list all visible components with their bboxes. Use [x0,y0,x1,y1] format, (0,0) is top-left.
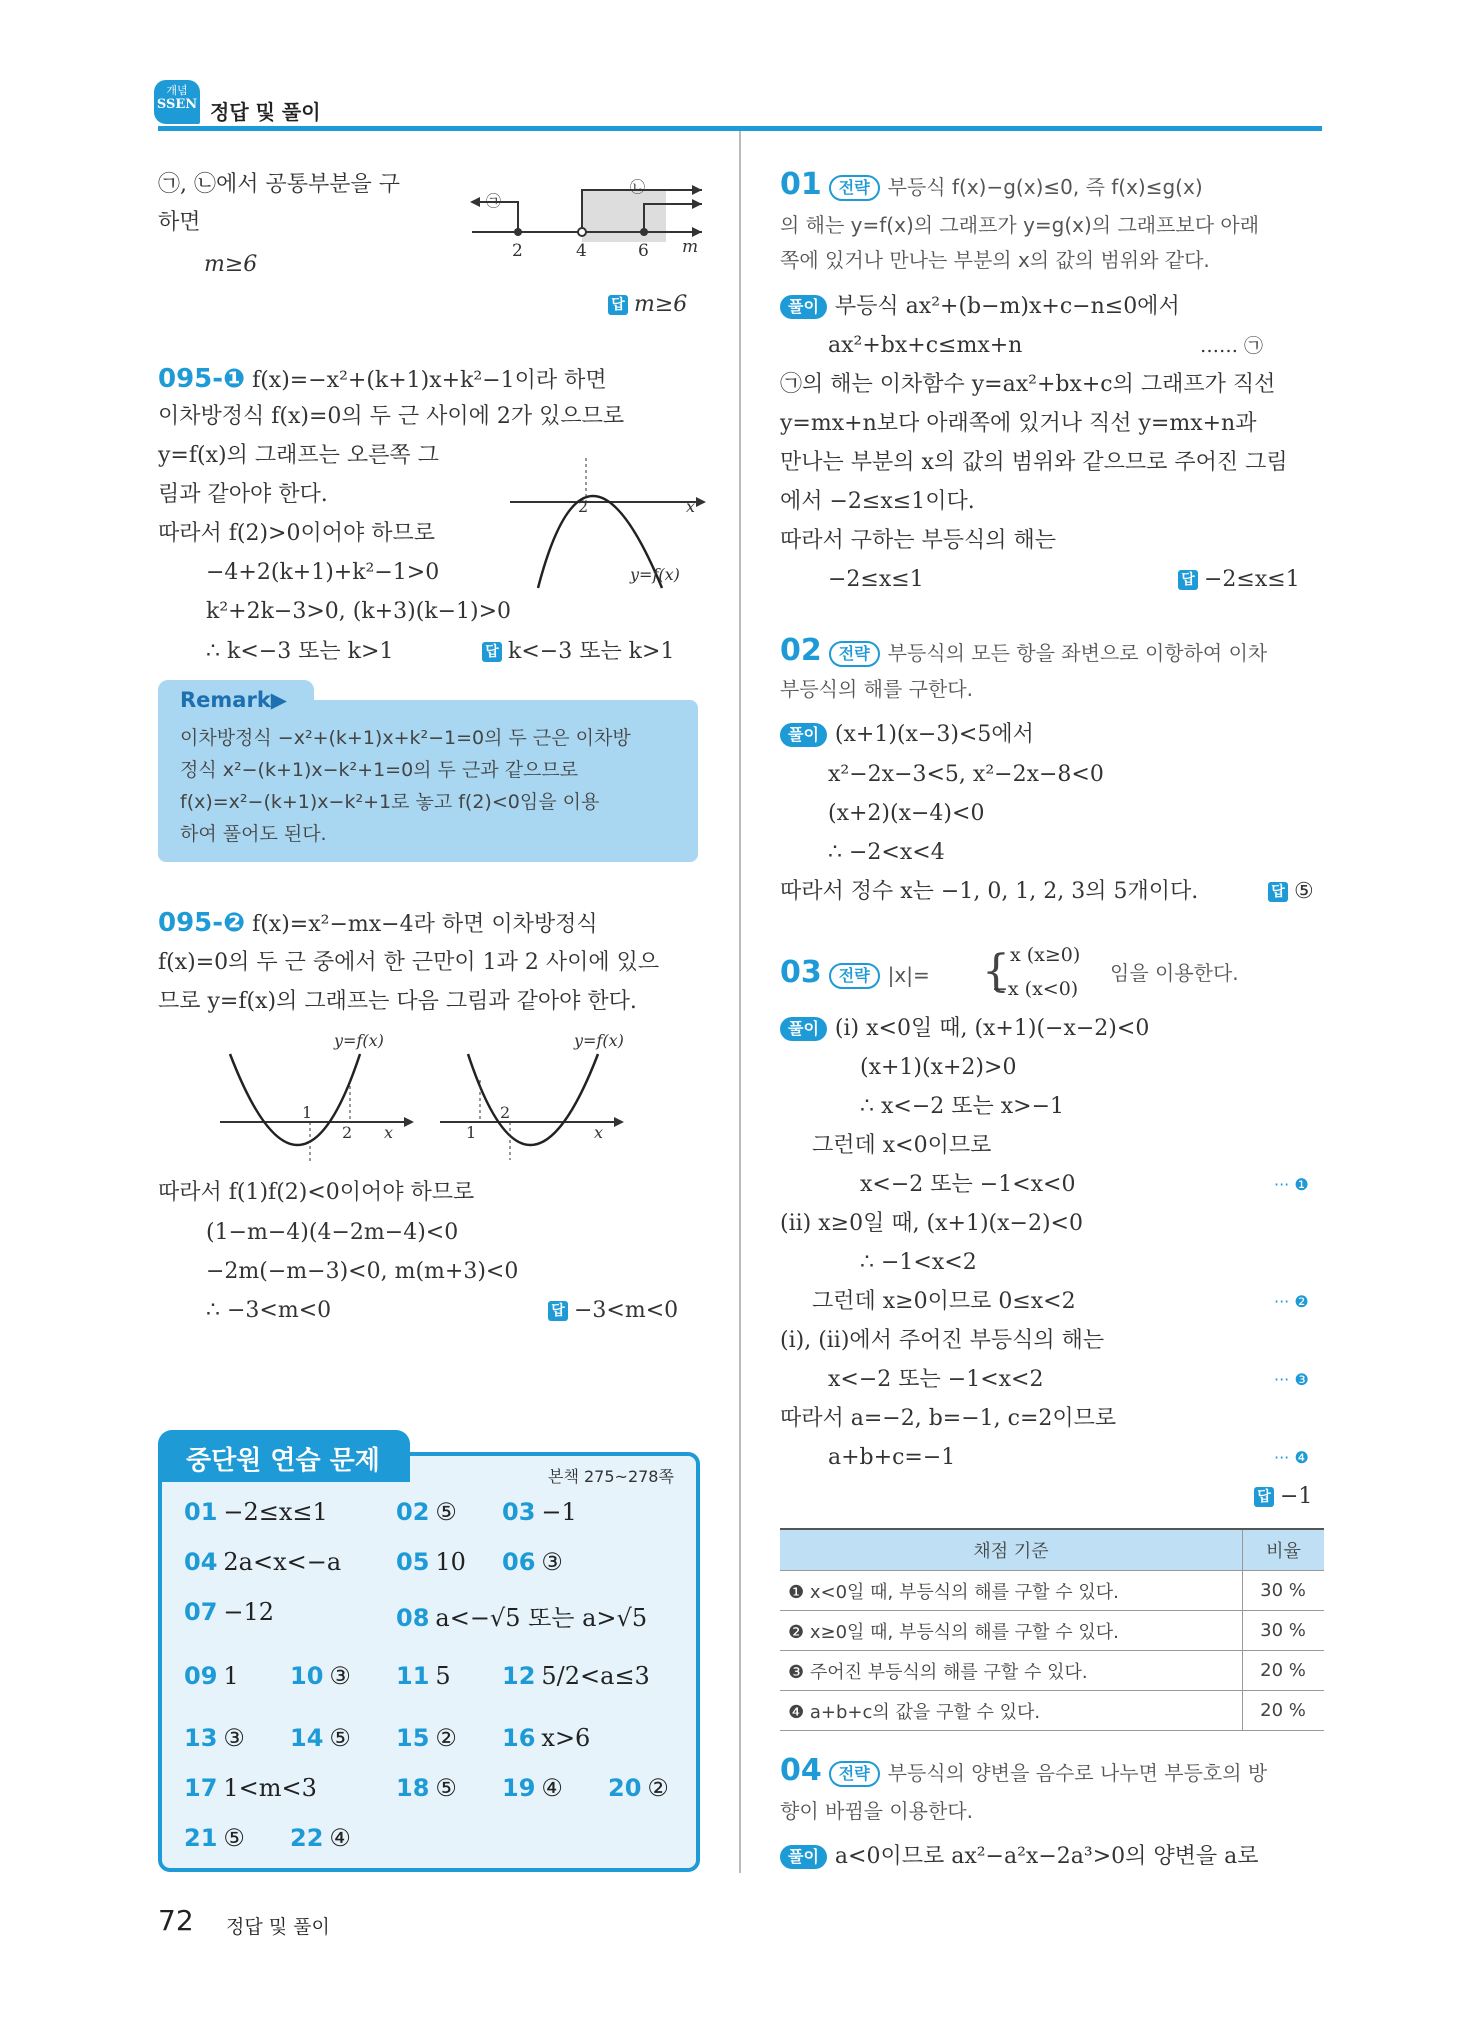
summary-item: 21 ⑤ [184,1824,245,1852]
problem-text: f(x)=0의 두 근 중에서 한 근만이 1과 2 사이에 있으 [158,950,660,975]
summary-item: 07 −12 [184,1598,275,1626]
graph-label: 2 [342,1123,353,1142]
solution-text: y=mx+n보다 아래쪽에 있거나 직선 y=mx+n과 [780,411,1257,436]
summary-item: 13 ③ [184,1724,245,1752]
page-number: 72 [158,1904,194,1937]
summary-item: 02 ⑤ [396,1498,457,1526]
strategy-text: |x|= [887,963,930,987]
answer-line [1268,877,1314,907]
solution-text: 만나는 부분의 x의 값의 범위와 같으므로 주어진 그림 [780,450,1288,475]
strategy-text: 부등식 f(x)−g(x)≤0, 즉 f(x)≤g(x) [887,175,1203,199]
nl-label: m [682,237,699,257]
solution-text: x<−2 또는 −1<x<2 [828,1367,1044,1392]
footer-title: 정답 및 풀이 [226,1916,330,1938]
question-number: 02 [780,633,822,668]
solution-text: −2≤x≤1 [828,567,924,592]
solution-text: ㉠의 해는 이차함수 y=ax²+bx+c의 그래프가 직선 [780,372,1276,397]
answer-line [482,637,674,667]
left-line: ㉠, ㉡에서 공통부분을 구 [158,172,400,197]
answer-line [1254,1482,1312,1512]
graph-label: 1 [302,1103,313,1122]
brace: { [982,946,1010,997]
problem-text: 므로 y=f(x)의 그래프는 다음 그림과 같아야 한다. [158,989,637,1014]
solution-text: 따라서 정수 x는 −1, 0, 1, 2, 3의 5개이다. [780,879,1199,904]
nl-label: 4 [576,241,587,261]
step-marker: ··· ❷ [1274,1292,1309,1311]
answer-value: m≥6 [634,292,688,317]
summary-item: 01 −2≤x≤1 [184,1498,328,1526]
table-header: 비율 [1243,1529,1325,1571]
left-line: 하면 [158,210,201,235]
problem-text: f(x)=x²−mx−4라 하면 이차방정식 [252,912,598,937]
strategy-text: 임을 이용한다. [1110,961,1239,985]
problem-number: 095-❷ [158,908,246,938]
column-divider [739,131,741,1873]
graph-label: y=f(x) [334,1031,384,1050]
graph-label: 2 [500,1103,511,1122]
summary-item: 06 ③ [502,1548,563,1576]
summary-item: 22 ④ [290,1824,351,1852]
table-header: 채점 기준 [780,1529,1243,1571]
graph-label: 1 [466,1123,477,1142]
graph-label: 2 [578,497,589,516]
problem-text: 림과 같아야 한다. [158,482,328,507]
summary-item: 08 a<−√5 또는 a>√5 [396,1604,648,1632]
problem-text: −4+2(k+1)+k²−1>0 [206,560,440,585]
remark-line: f(x)=x²−(k+1)x−k²+1로 놓고 f(2)<0임을 이용 [180,791,600,813]
strategy-tag: 전략 [829,641,880,667]
solution-text: x²−2x−3<5, x²−2x−8<0 [828,762,1104,787]
solution-text: 따라서 a=−2, b=−1, c=2이므로 [780,1406,1117,1431]
problem-text: k²+2k−3>0, (k+3)(k−1)>0 [206,599,512,624]
solution-text: ∴ x<−2 또는 x>−1 [860,1094,1065,1119]
solution-text: ∴ −2<x<4 [828,840,945,865]
summary-item: 03 −1 [502,1498,577,1526]
answer-value: ⑤ [1294,879,1314,904]
problem-text: −2m(−m−3)<0, m(m+3)<0 [206,1259,519,1284]
answer-line [1178,565,1300,595]
solution-text: a+b+c=−1 [828,1445,956,1470]
solution-text: 그런데 x<0이므로 [812,1133,992,1158]
summary-item: 04 2a<x<−a [184,1548,342,1576]
summary-item: 14 ⑤ [290,1724,351,1752]
overlap-region [582,190,666,242]
answer-mark: 답 [1268,882,1288,902]
grading-table [780,1528,1324,1731]
table-row: ❶ x<0일 때, 부등식의 해를 구할 수 있다. 30 % [780,1571,1324,1611]
problem-number: 095-❶ [158,364,246,394]
solution-text: 부등식 ax²+(b−m)x+c−n≤0에서 [834,294,1180,319]
solution-text: (x+1)(x+2)>0 [860,1055,1017,1080]
graph-label: y=f(x) [630,565,680,584]
strategy-tag: 전략 [829,963,880,989]
problem-text: 따라서 f(2)>0이어야 하므로 [158,521,435,546]
strategy-tag: 전략 [829,175,880,201]
problem-text: ∴ k<−3 또는 k>1 [206,639,394,664]
nl-label: ㉠ [486,192,502,210]
parabola-graphs-2 [210,1040,630,1170]
solution-tag: 풀이 [780,1017,827,1041]
strategy-text: 향이 바뀜을 이용한다. [780,1799,973,1823]
graph-label: x [686,497,696,516]
problem-text: (1−m−4)(4−2m−4)<0 [206,1220,459,1245]
table-row: ❸ 주어진 부등식의 해를 구할 수 있다. 20 % [780,1651,1324,1691]
problem-text: 따라서 f(1)f(2)<0이어야 하므로 [158,1180,475,1205]
summary-item: 10 ③ [290,1662,351,1690]
left-line: m≥6 [204,252,258,277]
summary-item: 16 x>6 [502,1724,591,1752]
step-marker: ··· ❸ [1274,1370,1309,1389]
solution-text: (i) x<0일 때, (x+1)(−x−2)<0 [834,1016,1150,1041]
strategy-tag: 전략 [829,1761,880,1787]
summary-item: 15 ② [396,1724,457,1752]
problem-text: y=f(x)의 그래프는 오른쪽 그 [158,443,439,468]
question-number: 04 [780,1753,822,1788]
solution-text: 따라서 구하는 부등식의 해는 [780,528,1057,553]
summary-item: 19 ④ [502,1774,563,1802]
step-marker: ··· ❹ [1274,1448,1309,1467]
graph-label: x [384,1123,394,1142]
answer-mark: 답 [1178,570,1198,590]
solution-text: x<−2 또는 −1<x<0 [860,1172,1076,1197]
summary-item: 20 ② [608,1774,669,1802]
graph-label: x [594,1123,604,1142]
summary-title: 중단원 연습 문제 [186,1446,380,1476]
page-header-title: 정답 및 풀이 [210,100,321,124]
solution-text: (x+1)(x−3)<5에서 [834,722,1034,747]
solution-tag: 풀이 [780,1845,827,1869]
strategy-text: 부등식의 양변을 음수로 나누면 부등호의 방 [887,1761,1268,1785]
answer-line [608,290,687,320]
solution-tag: 풀이 [780,723,827,747]
solution-text: (ii) x≥0일 때, (x+1)(x−2)<0 [780,1211,1083,1236]
eq-marker: …… ㉠ [1200,335,1264,357]
question-number: 01 [780,167,822,202]
strategy-text: 부등식의 해를 구한다. [780,677,973,701]
logo-bottom-text: SSEN [156,97,198,112]
table-row: ❷ x≥0일 때, 부등식의 해를 구할 수 있다. 30 % [780,1611,1324,1651]
remark-line: 이차방정식 −x²+(k+1)x+k²−1=0의 두 근은 이차방 [180,727,631,749]
brand-logo [154,80,200,124]
problem-text: 이차방정식 f(x)=0의 두 근 사이에 2가 있으므로 [158,404,625,429]
solution-text: (i), (ii)에서 주어진 부등식의 해는 [780,1328,1105,1353]
answer-value: −2≤x≤1 [1204,567,1300,592]
strategy-text: 부등식의 모든 항을 좌변으로 이항하여 이차 [887,641,1268,665]
answer-mark: 답 [608,295,628,315]
step-marker: ··· ❶ [1274,1175,1309,1194]
problem-text: ∴ −3<m<0 [206,1298,332,1323]
summary-reference: 본책 275~278쪽 [548,1467,674,1486]
answer-value: −3<m<0 [574,1298,679,1323]
strategy-text: 쪽에 있거나 만나는 부분의 x의 값의 범위와 같다. [780,248,1210,272]
answer-value: −1 [1280,1484,1313,1509]
solution-text: (x+2)(x−4)<0 [828,801,985,826]
answer-value: k<−3 또는 k>1 [508,639,675,664]
nl-label: ㉡ [630,178,646,196]
summary-item: 12 5/2<a≤3 [502,1662,650,1690]
case-line: −x (x<0) [992,978,1079,1000]
parabola-graph-1 [510,440,710,590]
nl-label: 2 [512,241,523,261]
answer-mark: 답 [1254,1487,1274,1507]
strategy-text: 의 해는 y=f(x)의 그래프가 y=g(x)의 그래프보다 아래 [780,213,1260,237]
remark-line: 하여 풀어도 된다. [180,823,327,845]
question-number: 03 [780,955,822,990]
problem-text: f(x)=−x²+(k+1)x+k²−1이라 하면 [252,368,607,393]
answer-mark: 답 [548,1301,568,1321]
summary-item: 05 10 [396,1548,466,1576]
answer-line [548,1296,678,1326]
solution-text: ∴ −1<x<2 [860,1250,977,1275]
solution-text: a<0이므로 ax²−a²x−2a³>0의 양변을 a로 [834,1844,1259,1869]
solution-text: ax²+bx+c≤mx+n [828,333,1023,358]
answer-mark: 답 [482,642,502,662]
nl-label: 6 [638,241,649,261]
summary-item: 18 ⑤ [396,1774,457,1802]
solution-text: 에서 −2≤x≤1이다. [780,489,975,514]
logo-top-text: 개념 [166,84,188,97]
remark-line: 정식 x²−(k+1)x−k²+1=0의 두 근과 같으므로 [180,759,579,781]
summary-item: 11 5 [396,1662,451,1690]
remark-title: Remark▶ [180,688,287,712]
graph-label: y=f(x) [574,1031,624,1050]
summary-item: 09 1 [184,1662,239,1690]
solution-text: 그런데 x≥0이므로 0≤x<2 [812,1289,1076,1314]
summary-item: 17 1<m<3 [184,1774,317,1802]
table-row: ❹ a+b+c의 값을 구할 수 있다. 20 % [780,1691,1324,1731]
case-line: x (x≥0) [1010,944,1081,966]
solution-tag: 풀이 [780,295,827,319]
